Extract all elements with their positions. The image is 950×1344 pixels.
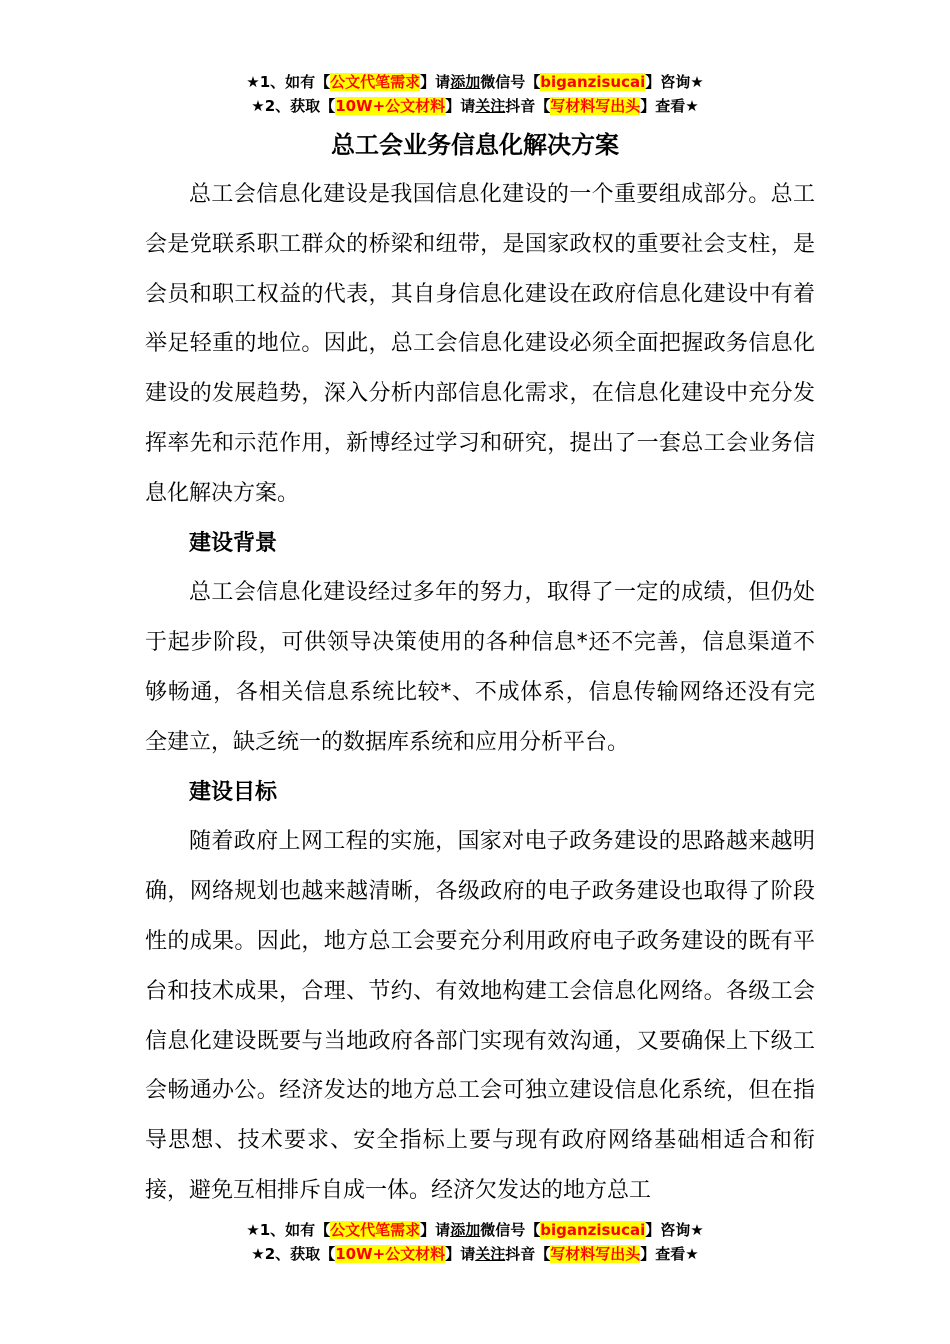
section-heading-background: 建设背景 [189, 530, 278, 556]
promo-highlight: 公文代笔需求 [330, 1221, 421, 1239]
promo-highlight: 10W+公文材料 [335, 1245, 446, 1263]
promo-highlight: 公文代笔需求 [330, 73, 421, 91]
wechat-id: biganzisucai [540, 73, 646, 91]
intro-paragraph: 总工会信息化建设是我国信息化建设的一个重要组成部分。总工会是党联系职工群众的桥梁和纽带，是国家政权的重要社会支柱，是会员和职工权益的代表，其自身信息化建设在政府信息化建设中有着举足轻重的地位。因此，总工会信息化建设必须全面把握政务信息化建设的发展趋势，深入分析内部信息化需求，在信息化建设中充分发挥率先和示范作用，新博经过学习和研究，提出了一套总工会业务信息化解决方案。 [145, 182, 815, 506]
section-heading-goals: 建设目标 [189, 779, 278, 805]
background-paragraph: 总工会信息化建设经过多年的努力，取得了一定的成绩，但仍处于起步阶段，可供领导决策使用的各种信息*还不完善，信息渠道不够畅通，各相关信息系统比较*、不成体系，信息传输网络还没有完全建立，缺乏统一的数据库系统和应用分析平台。 [145, 580, 815, 755]
wechat-id: biganzisucai [540, 1221, 646, 1239]
douyin-account: 写材料写出头 [550, 1245, 641, 1263]
promo-line-1: ★1、如有【公文代笔需求】请添加微信号【biganzisucai】咨询★ [246, 1221, 704, 1239]
document-title: 总工会业务信息化解决方案 [331, 131, 619, 159]
document-body [145, 170, 815, 1216]
promo-line-1: ★1、如有【公文代笔需求】请添加微信号【biganzisucai】咨询★ [246, 73, 704, 91]
promo-line-2: ★2、获取【10W+公文材料】请关注抖音【写材料写出头】查看★ [251, 97, 699, 115]
douyin-account: 写材料写出头 [550, 97, 641, 115]
header-promo-banner [0, 70, 950, 118]
promo-highlight: 10W+公文材料 [335, 97, 446, 115]
goals-paragraph: 随着政府上网工程的实施，国家对电子政务建设的思路越来越明确，网络规划也越来越清晰，各级政府的电子政务建设也取得了阶段性的成果。因此，地方总工会要充分利用政府电子政务建设的既有平台和技术成果，合理、节约、有效地构建工会信息化网络。各级工会信息化建设既要与当地政府各部门实现有效沟通，又要确保上下级工会畅通办公。经济发达的地方总工会可独立建设信息化系统，但在指导思想、技术要求、安全指标上要与现有政府网络基础相适合和衔接，避免互相排斥自成一体。经济欠发达的地方总工 [145, 829, 815, 1203]
promo-line-2: ★2、获取【10W+公文材料】请关注抖音【写材料写出头】查看★ [251, 1245, 699, 1263]
footer-promo-banner [0, 1218, 950, 1266]
